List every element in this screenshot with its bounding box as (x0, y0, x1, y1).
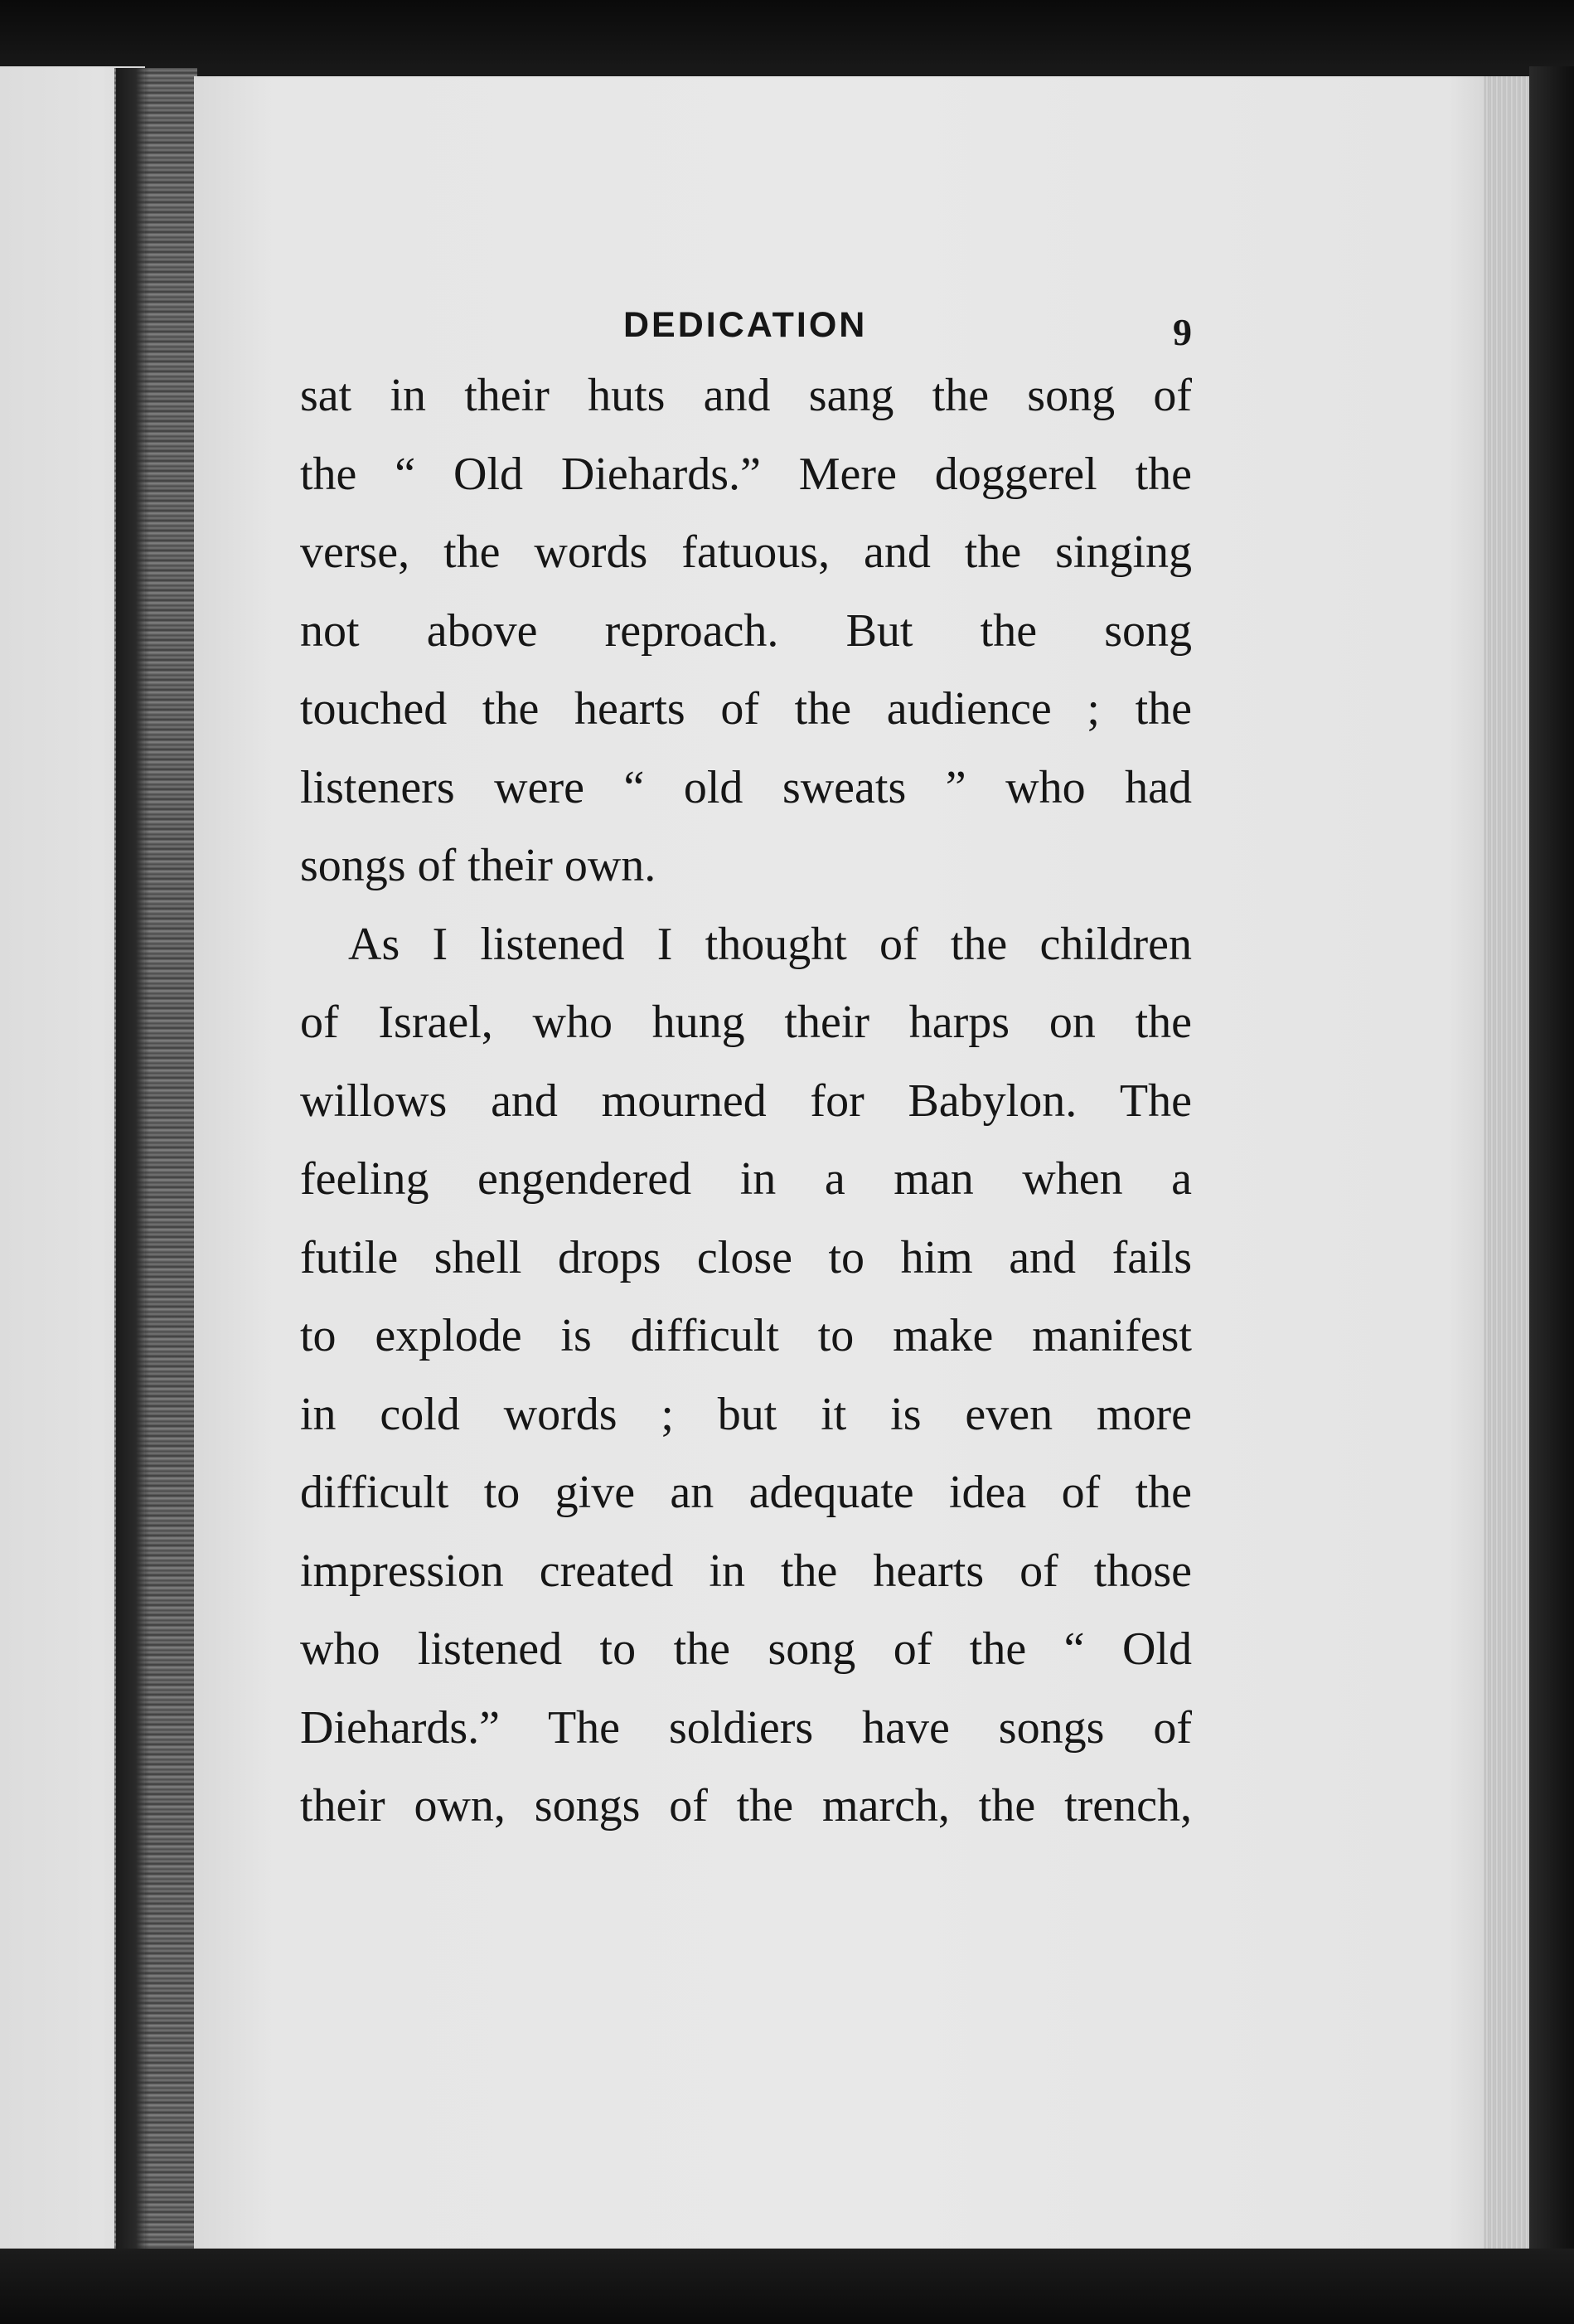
running-head-title: DEDICATION (623, 305, 868, 345)
text-line: verse, the words fatuous, and the singing (300, 526, 1192, 578)
binding-shadow (116, 68, 149, 2257)
paragraph (300, 905, 1192, 1846)
text-line: futile shell drops close to him and fails (300, 1231, 1192, 1283)
running-head (300, 298, 1192, 357)
scan-top-border (0, 0, 1574, 76)
text-line: of Israel, who hung their harps on the (300, 997, 1192, 1048)
page-stack-edge (1484, 76, 1529, 2249)
text-line: to explode is difficult to make manifest (300, 1310, 1192, 1361)
text-line: their own, songs of the march, the trench, (300, 1780, 1192, 1832)
text-line: As I listened I thought of the children (348, 918, 1192, 970)
text-line: feeling engendered in a man when a (300, 1153, 1192, 1205)
text-line: difficult to give an adequate idea of the (300, 1467, 1192, 1518)
page-number: 9 (1173, 311, 1192, 353)
text-line: in cold words ; but it is even more (300, 1388, 1192, 1440)
paragraph (300, 357, 1192, 905)
text-line: who listened to the song of the “ Old (300, 1623, 1192, 1675)
scan-right-border (1529, 66, 1574, 2324)
page-text-block (300, 298, 1192, 1846)
text-line: willows and mourned for Babylon. The (300, 1075, 1192, 1127)
text-line: sat in their huts and sang the song of (300, 370, 1192, 421)
text-line: listeners were “ old sweats ” who had (300, 761, 1192, 813)
scan-bottom-border (0, 2249, 1574, 2324)
text-line: the “ Old Diehards.” Mere doggerel the (300, 448, 1192, 500)
text-line: touched the hearts of the audience ; the (300, 683, 1192, 735)
text-line: songs of their own. (300, 840, 656, 891)
text-line: Diehards.” The soldiers have songs of (300, 1701, 1192, 1754)
text-line: impression created in the hearts of those (300, 1545, 1192, 1597)
text-line: not above reproach. But the song (300, 604, 1192, 657)
